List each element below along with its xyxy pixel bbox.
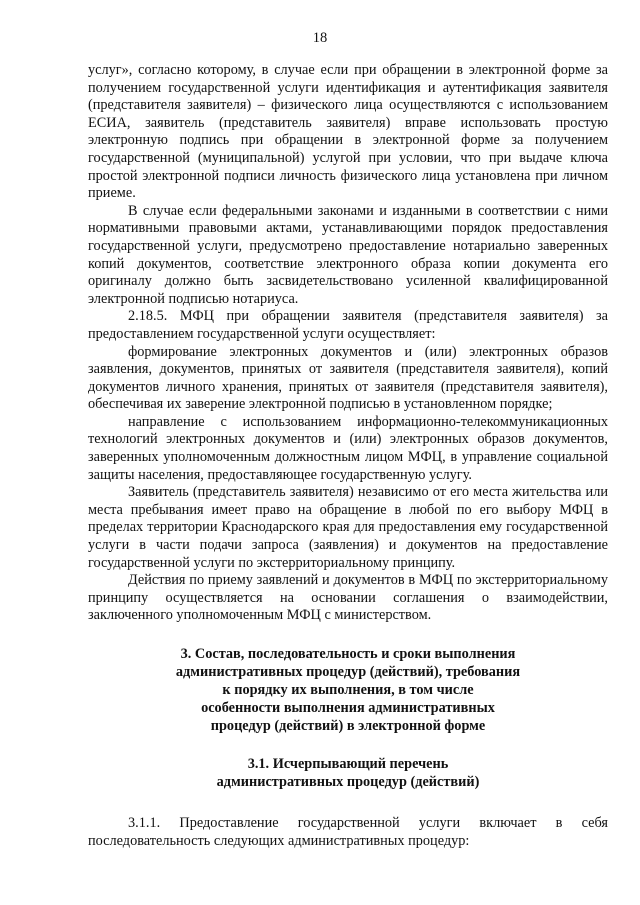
section-heading-line: 3. Состав, последовательность и сроки выполнения bbox=[180, 646, 516, 662]
document-body bbox=[88, 62, 608, 850]
subsection-heading-line: 3.1. Исчерпывающий перечень bbox=[247, 756, 449, 772]
paragraph-sending-electronic-docs: направление с использованием информационно-телекоммуникационных технологий электронных документов и (или) электронных образов документов, заверенных уполномоченным должностным лицом МФЦ, в управление социальной защиты населения, предоставляющее государственную услугу. bbox=[88, 413, 608, 483]
paragraph-notarized-copies: В случае если федеральными законами и изданными в соответствии с ними нормативными правовыми актами, устанавливающими порядок предоставления государственной услуги, предусмотрено предоставление нотариально заверенных копий документов, соответствие электронного образа копии документа его оригиналу должно быть засвидетельствовано усиленной квалифицированной электронной подписью нотариуса. bbox=[88, 202, 608, 307]
subsection-heading-line: административных процедур (действий) bbox=[216, 774, 480, 790]
section-heading-line: административных процедур (действий), требования bbox=[175, 664, 521, 680]
paragraph-3-1-1: 3.1.1. Предоставление государственной услуги включает в себя последовательность следующих административных процедур: bbox=[88, 815, 608, 849]
paragraph-forming-electronic-docs: формирование электронных документов и (или) электронных образов заявления, документов, принятых от заявителя (представителя заявителя), копий документов личного хранения, принятых от заявителя (представителя заявителя), обеспечивая их заверение электронной подписью в установленном порядке; bbox=[88, 343, 608, 413]
section-3-heading bbox=[88, 645, 608, 735]
subsection-3-1-heading bbox=[88, 755, 608, 791]
page-number: 18 bbox=[312, 30, 328, 46]
section-heading-line: процедур (действий) в электронной форме bbox=[210, 718, 486, 734]
paragraph-2-18-5: 2.18.5. МФЦ при обращении заявителя (представителя заявителя) за предоставлением государственной услуги осуществляет: bbox=[88, 308, 608, 342]
paragraph-extraterritorial-right: Заявитель (представитель заявителя) независимо от его места жительства или места пребывания имеет право на обращение в любой по его выбору МФЦ в пределах территории Краснодарского края для предоставления ему государственной услуги в части подачи запроса (заявления) и документов на предоставление государственной услуги по экстерриториальному принципу. bbox=[88, 484, 608, 571]
paragraph-extraterritorial-agreement: Действия по приему заявлений и документов в МФЦ по экстерриториальному принципу осуществляется на основании соглашения о взаимодействии, заключенного уполномоченным МФЦ с министерством. bbox=[88, 572, 608, 624]
section-heading-line: к порядку их выполнения, в том числе bbox=[222, 682, 474, 698]
paragraph-esia-signature: услуг», согласно которому, в случае если при обращении в электронной форме за получением государственной услуги идентификация и аутентификация заявителя (представителя заявителя) – физического лица осуществляются с использованием ЕСИА, заявитель (представитель заявителя) вправе использовать простую электронную подпись при обращении в электронной форме за получением государственной (муниципальной) услугой при условии, что при выдаче ключа простой электронной подписи личность физического лица установлена при личном приеме. bbox=[88, 62, 608, 202]
section-heading-line: особенности выполнения административных bbox=[201, 700, 495, 716]
